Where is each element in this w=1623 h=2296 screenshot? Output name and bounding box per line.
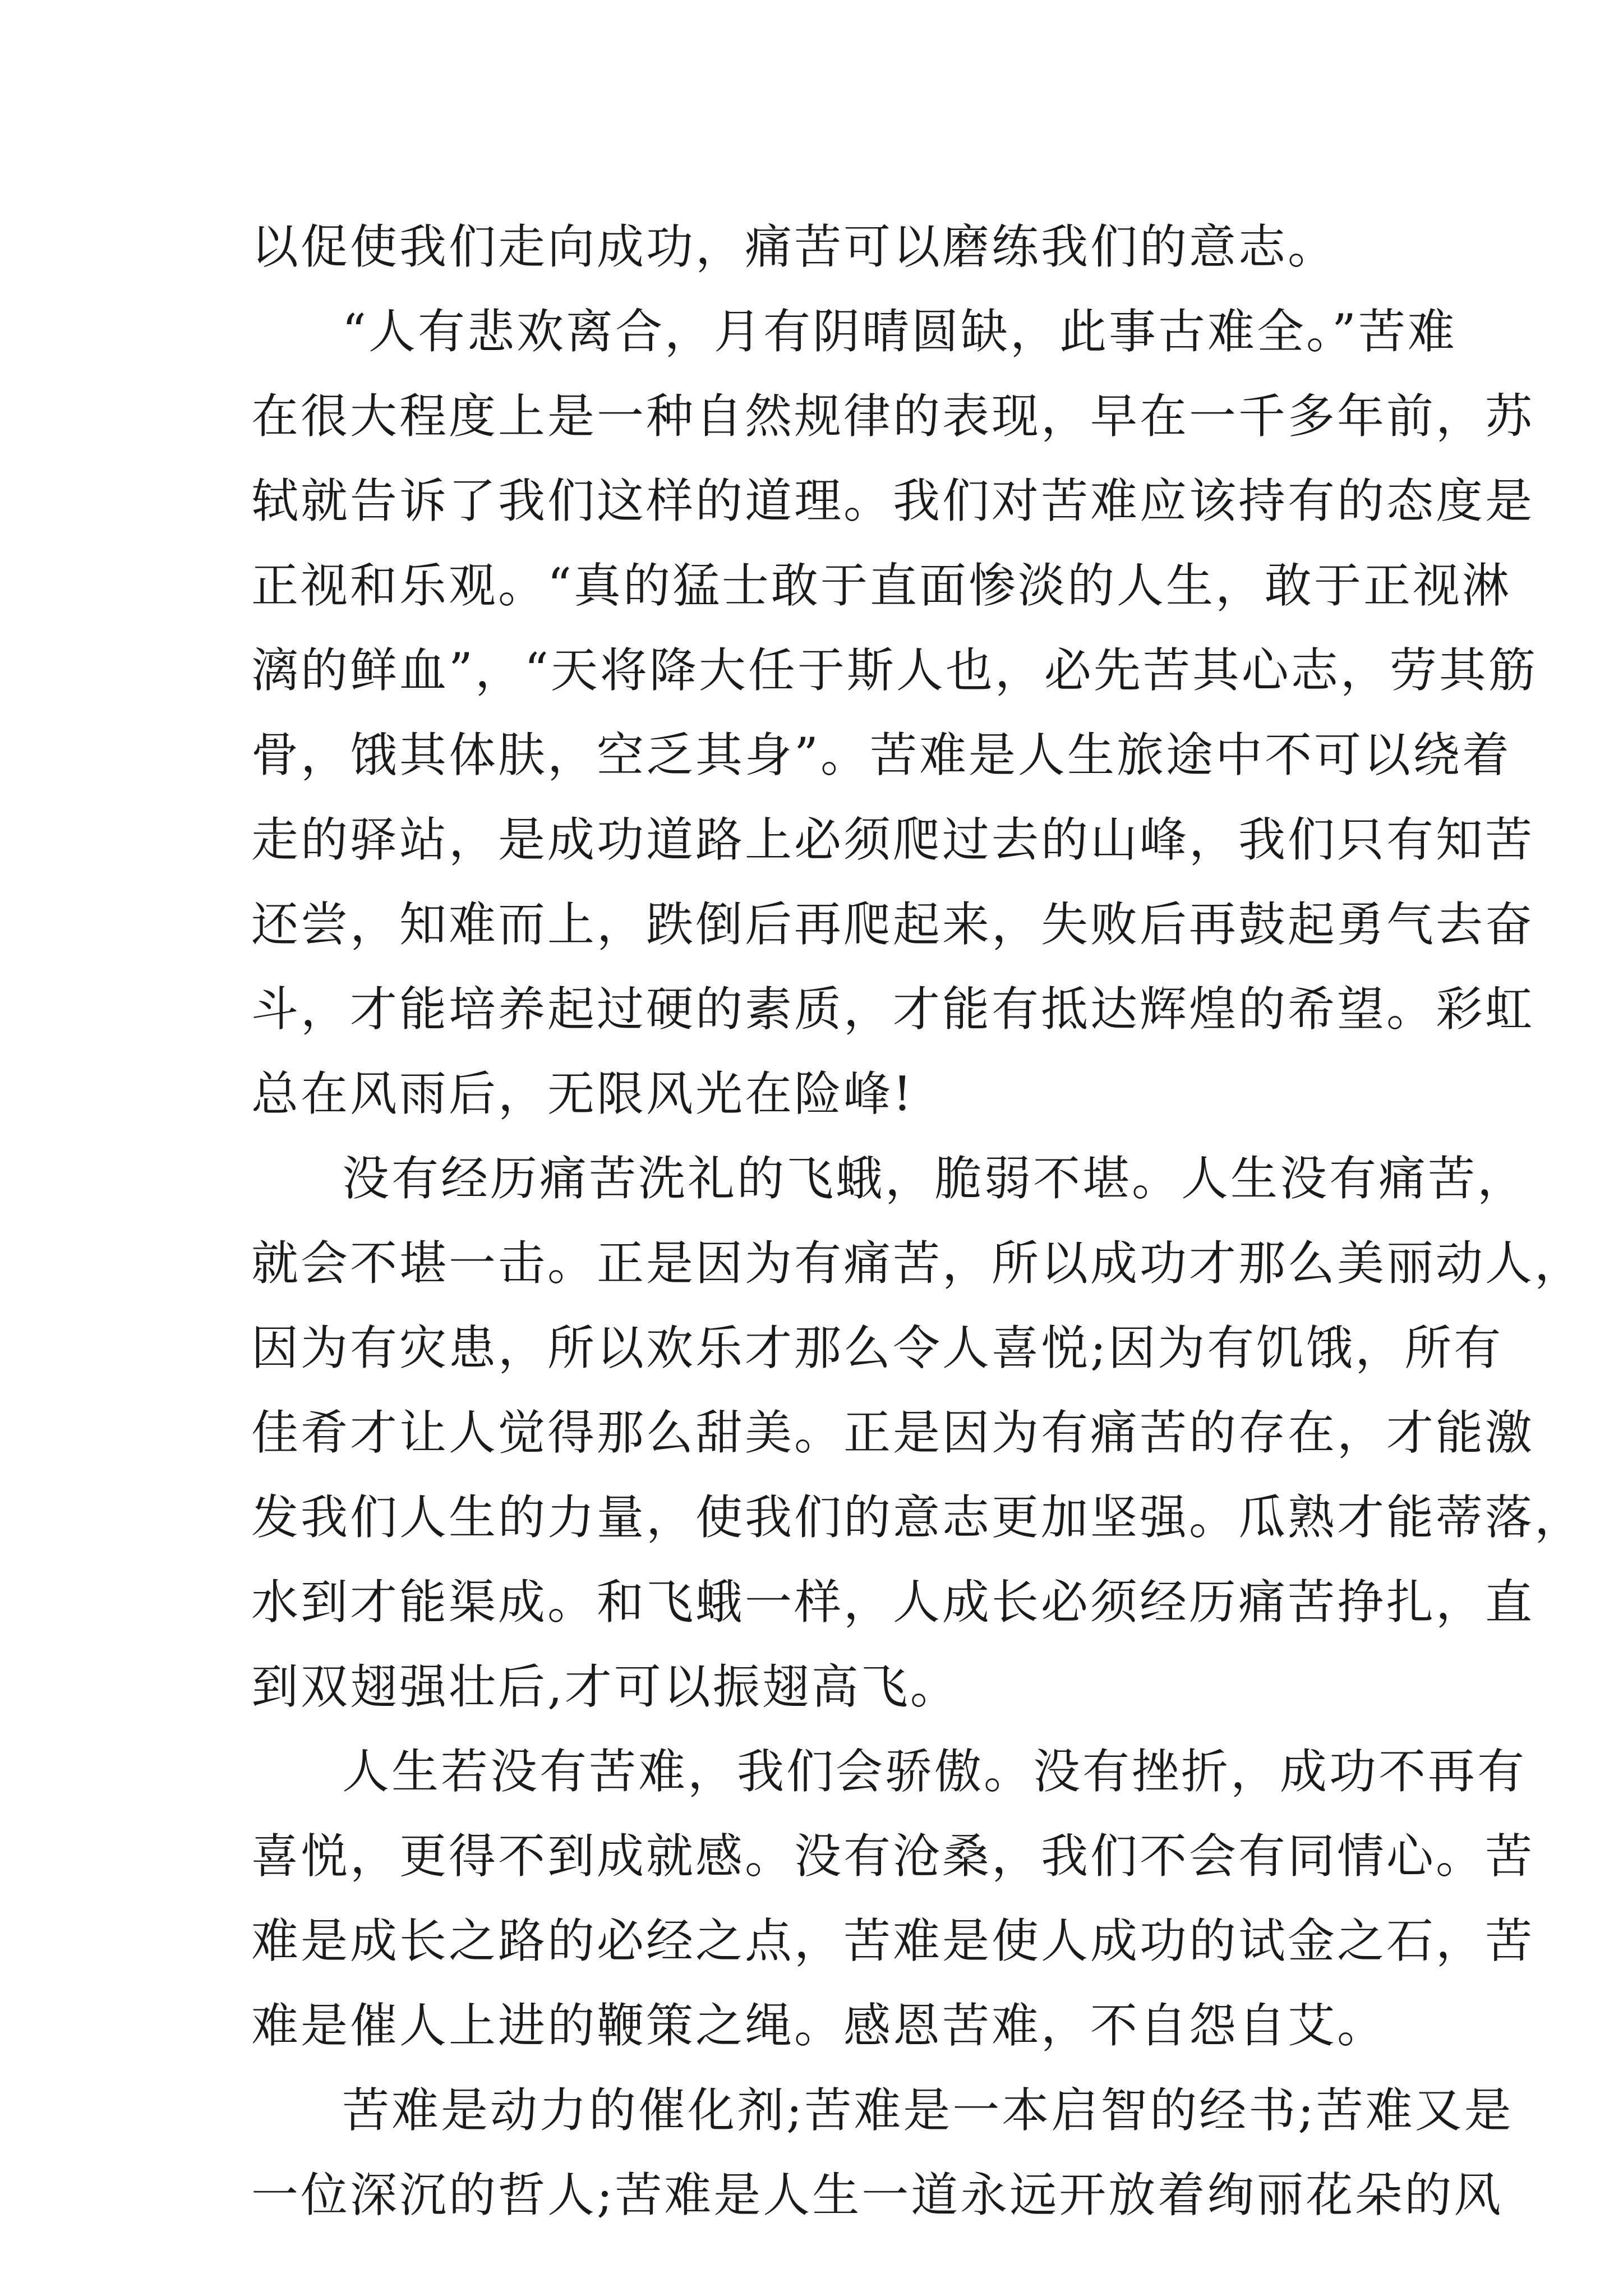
text-line: 因为有灾患，所以欢乐才那么令人喜悦;因为有饥饿，所有	[251, 1320, 1504, 1375]
text-line: 总在风雨后，无限风光在险峰!	[251, 1066, 914, 1121]
text-line: 到双翅强壮后,才可以振翅高飞。	[251, 1659, 960, 1714]
text-line: 以促使我们走向成功，痛苦可以磨练我们的意志。	[251, 219, 1338, 274]
text-line: 难是成长之路的必经之点，苦难是使人成功的试金之石，苦	[251, 1913, 1535, 1968]
text-line: 人生若没有苦难，我们会骄傲。没有挫折，成功不再有	[342, 1744, 1527, 1799]
text-line: 斗，才能培养起过硬的素质，才能有抵达辉煌的希望。彩虹	[251, 982, 1535, 1037]
text-line: 还尝，知难而上，跌倒后再爬起来，失败后再鼓起勇气去奋	[251, 897, 1535, 952]
body-text	[251, 205, 1584, 2238]
text-line: 正视和乐观。“真的猛士敢于直面惨淡的人生，敢于正视淋	[251, 558, 1511, 613]
text-line: 漓的鲜血”，“天将降大任于斯人也，必先苦其心志，劳其筋	[251, 643, 1538, 698]
text-line: 苦难是动力的催化剂;苦难是一本启智的经书;苦难又是	[342, 2083, 1514, 2138]
text-line: “人有悲欢离合，月有阴晴圆缺，此事古难全。”苦难	[342, 304, 1457, 359]
text-line: 佳肴才让人觉得那么甜美。正是因为有痛苦的存在，才能激	[251, 1405, 1535, 1460]
text-line: 水到才能渠成。和飞蛾一样，人成长必须经历痛苦挣扎，直	[251, 1575, 1535, 1630]
text-line: 就会不堪一击。正是因为有痛苦，所以成功才那么美丽动人，	[251, 1236, 1584, 1291]
text-line: 难是催人上进的鞭策之绳。感恩苦难，不自怨自艾。	[251, 1998, 1387, 2053]
text-line: 喜悦，更得不到成就感。没有沧桑，我们不会有同情心。苦	[251, 1829, 1535, 1884]
text-line: 在很大程度上是一种自然规律的表现，早在一千多年前，苏	[251, 389, 1535, 444]
text-line: 走的驿站，是成功道路上必须爬过去的山峰，我们只有知苦	[251, 812, 1535, 867]
text-line: 骨，饿其体肤，空乏其身”。苦难是人生旅途中不可以绕着	[251, 728, 1511, 783]
text-line: 一位深沉的哲人;苦难是人生一道永远开放着绚丽花朵的风	[251, 2168, 1504, 2223]
text-line: 发我们人生的力量，使我们的意志更加坚强。瓜熟才能蒂落，	[251, 1490, 1584, 1545]
text-line: 没有经历痛苦洗礼的飞蛾，脆弱不堪。人生没有痛苦，	[342, 1151, 1527, 1206]
text-line: 轼就告诉了我们这样的道理。我们对苦难应该持有的态度是	[251, 473, 1535, 528]
